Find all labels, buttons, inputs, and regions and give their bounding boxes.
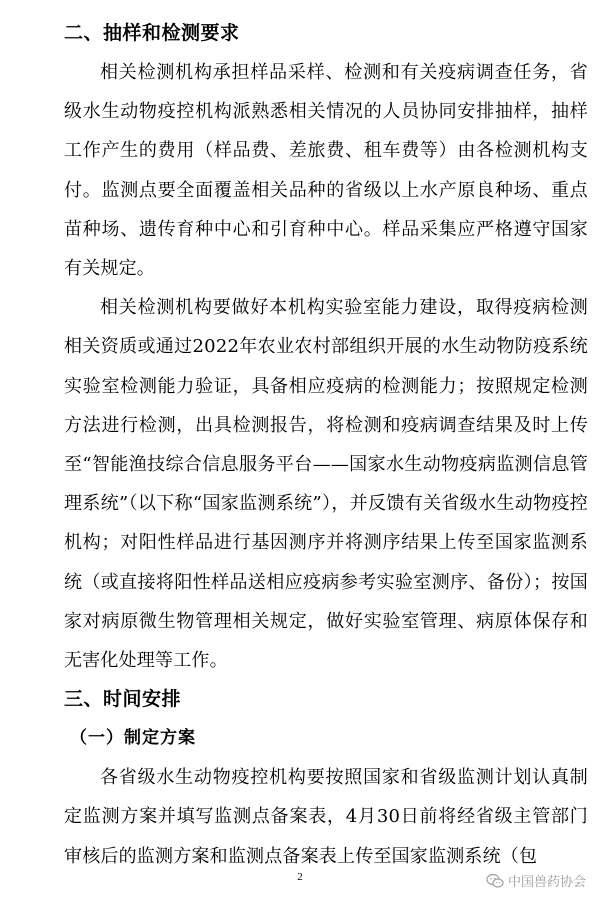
page-number: 2	[297, 871, 303, 883]
section-heading-schedule: 三、时间安排	[64, 688, 182, 711]
section-heading-sampling: 二、抽样和检测要求	[64, 22, 240, 44]
wechat-icon	[486, 873, 504, 889]
paragraph-sampling-tasks: 相关检测机构承担样品采样、检测和有关疫病调查任务，省级水生动物疫控机构派熟悉相关情况的人员协同安排抽样，抽样工作产生的费用（样品费、差旅费、租车费等）由各检测机构支付。监测点要全面覆盖相关品种的省级以上水产原良种场、重点苗种场、遗传育种中心和引育种中心。样品采集应严格遵守国家有关规定。	[64, 62, 588, 280]
watermark	[486, 871, 586, 890]
document-page	[64, 14, 588, 876]
paragraph-plan: 各省级水生动物疫控机构要按照国家和省级监测计划认真制定监测方案并填写监测点备案表，4月30日前将经省级主管部门审核后的监测方案和监测点备案表上传至国家监测系统（包	[64, 767, 588, 867]
watermark-text: 中国兽药协会	[507, 875, 586, 890]
subsection-heading-plan: （一）制定方案	[70, 728, 196, 749]
paragraph-lab-capacity: 相关检测机构要做好本机构实验室能力建设，取得疫病检测相关资质或通过2022年农业农村部组织开展的水生动物防疫系统实验室检测能力验证，具备相应疫病的检测能力；按照规定检测方法进行检测，出具检测报告，将检测和疫病调查结果及时上传至“智能渔技综合信息服务平台——国家水生动物疫病监测信息管理系统”（以下称“国家监测系统”），并反馈有关省级水生动物疫控机构；对阳性样品进行基因测序并将测序结果上传至国家监测系统（或直接将阳性样品送相应疫病参考实验室测序、备份）；按国家对病原微生物管理相关规定，做好实验室管理、病原体保存和无害化处理等工作。	[64, 297, 588, 672]
